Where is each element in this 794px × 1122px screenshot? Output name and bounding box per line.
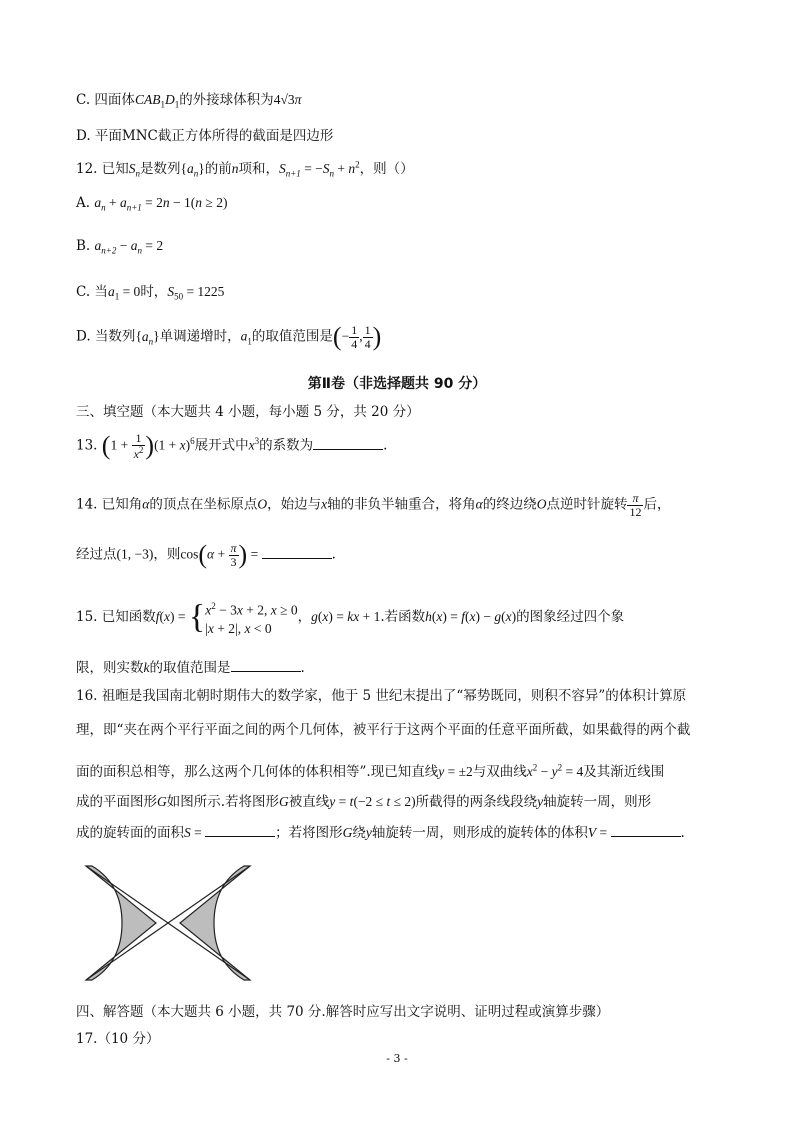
part-4-heading: 四、解答题（本大题共 6 小题，共 70 分.解答时应写出文字说明、证明过程或演算步骤） [76, 1004, 610, 1020]
q11-option-c-text: C. 四面体$CAB_1D_1$的外接球体积为4√3π [76, 92, 302, 110]
q15-line-1: 15. 已知函数f(x) = { $x^2 - 3x + 2$, x ≥ 0 |x + 2|, x < 0 ，g(x) = kx + 1.若函数h(x) = f(x) − g(x)的图象经过四个象 [76, 598, 625, 636]
q12-option-a: A. $a_n + a_{n+1} = 2n - 1(n \ge 2)$ [76, 195, 228, 213]
q13: 13. (1 + $\frac{1}{x^2}$ )$(1 + x)^6$展开式中$x^3$的系数为 . [76, 431, 388, 461]
q14-line-1: 14. 已知角α的顶点在坐标原点O，始边与x轴的非负半轴重合，将角α的终边绕O点逆时针旋转 $\frac{\pi}{12}$ 后， [76, 491, 671, 519]
q11-option-d-text: D. 平面MNC截正方体所得的截面是四边形 [76, 128, 334, 144]
left-shaded-region [86, 866, 156, 980]
q16-line-4: 成的平面图形G如图所示.若将图形G被直线y = t(−2 ≤ t ≤ 2)所截得的两条线段绕y轴旋转一周，则形 [76, 794, 652, 810]
page-number: - 3 - [386, 1052, 408, 1065]
q11-option-c [76, 88, 301, 110]
q14-line-2: 经过点(1, −3)，则cos(α + $\frac{\pi}{3}$ ) = . [76, 540, 336, 570]
section-2-title: 第Ⅱ卷（非选择题共 90 分） [307, 376, 487, 392]
q15-line-2: 限，则实数k的取值范围是 . [76, 660, 305, 676]
part-3-heading: 三、填空题（本大题共 4 小题，每小题 5 分，共 20 分） [76, 404, 420, 420]
q12-option-c: C. 当$a_1 = 0$时，$S_{50} = 1225$ [76, 284, 225, 302]
q16-line-5: 成的旋转面的面积S = ；若将图形G绕y轴旋转一周，则形成的旋转体的体积V = . [76, 825, 685, 841]
q12-option-d: D. 当数列$\{a_n\}$单调递增时，$a_1$的取值范围是(− $\frac{1}{4}$ , $\frac{1}{4}$ ) [76, 322, 382, 352]
hyperbola-figure [78, 858, 258, 988]
q12-option-b: B. $a_{n+2} - a_n = 2$ [76, 238, 164, 256]
q12-stem: 12. 已知$S_n$是数列$\{a_n\}$的前n项和，$S_{n+1} = -S_n + n^2$，则（） [76, 159, 414, 179]
q16-line-1: 16. 祖暅是我国南北朝时期伟大的数学家，他于 5 世纪末提出了“幂势既同，则积不容异”的体积计算原 [76, 688, 687, 704]
q16-line-2: 理，即“夹在两个平行平面之间的两个几何体，被平行于这两个平面的任意平面所截，如果截得的两个截 [76, 722, 691, 738]
right-shaded-region [180, 866, 250, 980]
q16-line-3: 面的面积总相等，那么这两个几何体的体积相等”.现已知直线y = ±2与双曲线$x^2 - y^2 = 4$及其渐近线围 [76, 762, 665, 780]
q11-option-d [76, 124, 333, 144]
q17-heading: 17.（10 分） [76, 1031, 160, 1047]
